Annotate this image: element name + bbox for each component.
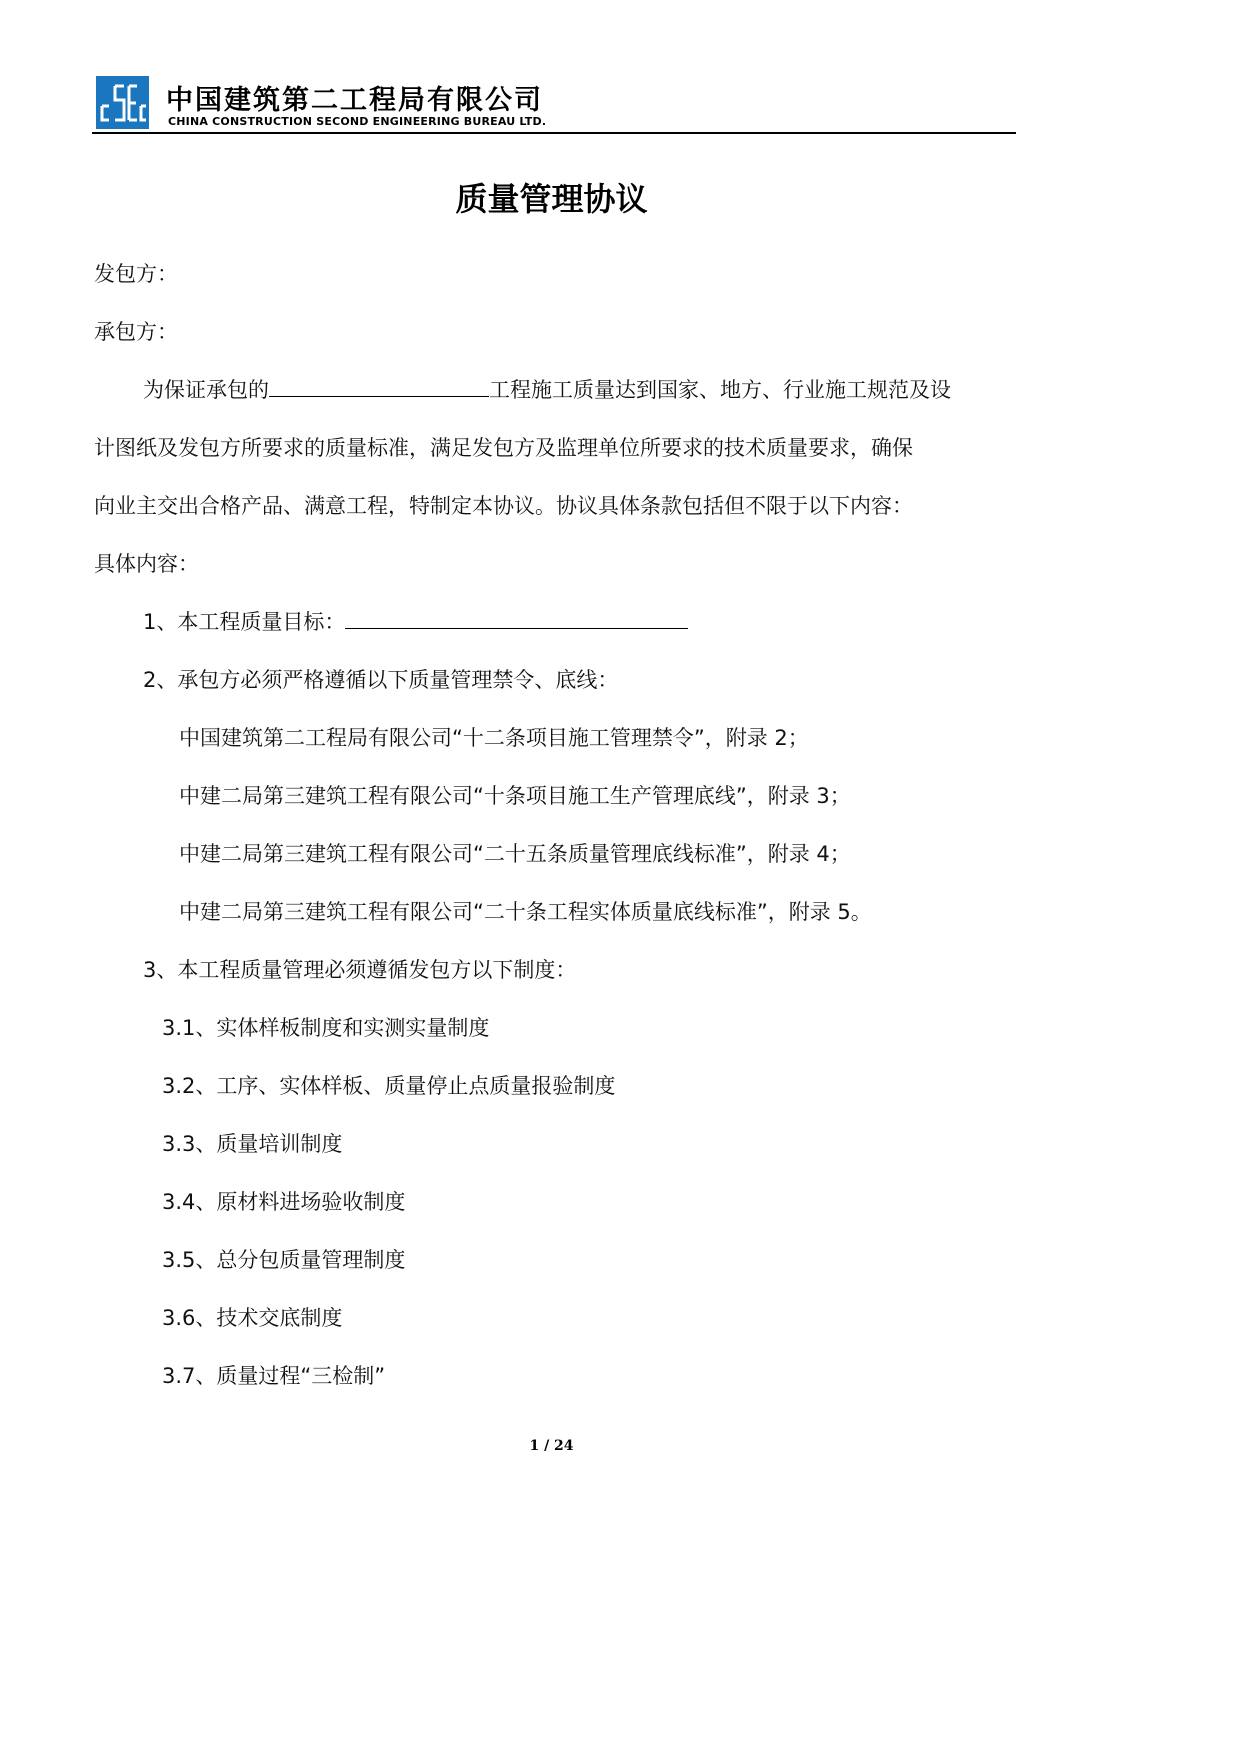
item-2-sub: 中建二局第三建筑工程有限公司“十条项目施工生产管理底线”，附录 3；: [179, 784, 851, 808]
item-2-sub: 中建二局第三建筑工程有限公司“二十条工程实体质量底线标准”，附录 5。: [179, 900, 872, 924]
company-name-english: CHINA CONSTRUCTION SECOND ENGINEERING BUREAU LTD.: [168, 115, 547, 128]
item-3-sub: 3.5、总分包质量管理制度: [162, 1248, 406, 1272]
item-2-sub: 中建二局第三建筑工程有限公司“二十五条质量管理底线标准”，附录 4；: [179, 842, 851, 866]
item-3: 3、本工程质量管理必须遵循发包方以下制度：: [143, 958, 577, 982]
employer-label: 发包方：: [94, 262, 178, 286]
item-3-sub: 3.2、工序、实体样板、质量停止点质量报验制度: [162, 1074, 616, 1098]
project-name-blank: [269, 378, 489, 397]
intro-line-1: [143, 374, 951, 404]
company-logo: [96, 76, 149, 129]
item-3-sub: 3.1、实体样板制度和实测实量制度: [162, 1016, 490, 1040]
intro-line-1-before: 为保证承包的: [143, 378, 269, 402]
intro-line-3: 向业主交出合格产品、满意工程，特制定本协议。协议具体条款包括但不限于以下内容：: [94, 494, 913, 518]
item-3-sub: 3.6、技术交底制度: [162, 1306, 343, 1330]
item-1: [143, 606, 688, 636]
intro-line-2: 计图纸及发包方所要求的质量标准，满足发包方及监理单位所要求的技术质量要求，确保: [94, 436, 913, 460]
letterhead: [92, 72, 1016, 134]
document-title: 质量管理协议: [455, 180, 648, 218]
item-3-sub: 3.7、质量过程“三检制”: [162, 1364, 386, 1388]
quality-target-label: 1、本工程质量目标：: [143, 610, 346, 634]
item-3-sub: 3.4、原材料进场验收制度: [162, 1190, 406, 1214]
intro-line-1-after: 工程施工质量达到国家、地方、行业施工规范及设: [489, 378, 951, 402]
item-2: 2、承包方必须严格遵循以下质量管理禁令、底线：: [143, 668, 619, 692]
page-number: 1 / 24: [529, 1438, 574, 1454]
item-2-sub: 中国建筑第二工程局有限公司“十二条项目施工管理禁令”，附录 2；: [179, 726, 809, 750]
company-name-chinese: 中国建筑第二工程局有限公司: [166, 85, 543, 116]
specific-content-label: 具体内容：: [94, 552, 199, 576]
quality-target-blank: [345, 610, 688, 629]
header-divider: [92, 132, 1016, 134]
cscec-logo-icon: [96, 76, 149, 129]
contractor-label: 承包方：: [94, 320, 178, 344]
item-3-sub: 3.3、质量培训制度: [162, 1132, 343, 1156]
